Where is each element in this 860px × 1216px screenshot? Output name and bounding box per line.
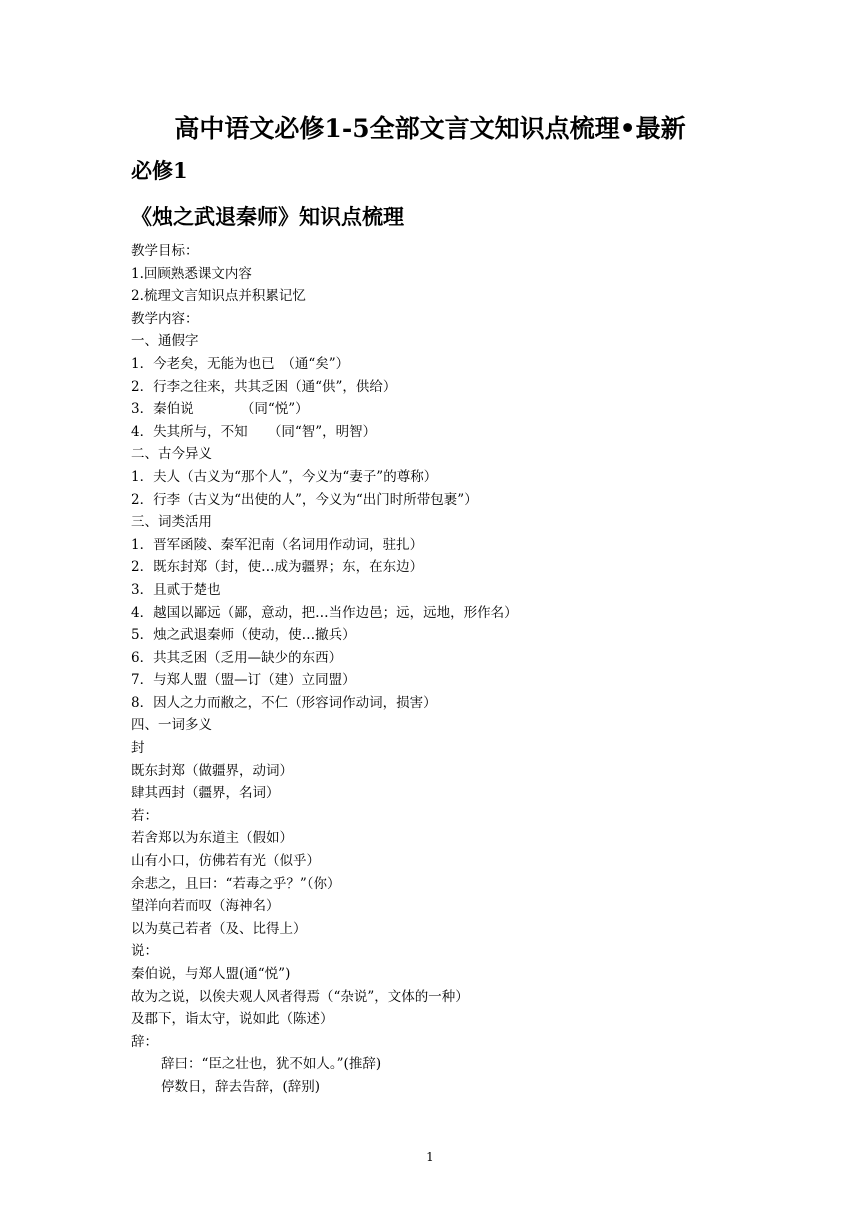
text-line: 故为之说，以俟夫观人风者得焉（“杂说”，文体的一种） [131, 988, 469, 1005]
text-line: 封 [131, 740, 145, 757]
text-line: 若舍郑以为东道主（假如） [131, 830, 293, 847]
text-line: 7．与郑人盟（盟—订（建）立同盟） [131, 672, 356, 689]
text-line: 停数日，辞去告辞，(辞别) [161, 1078, 321, 1095]
text-line: 秦伯说，与郑人盟(通“悦”) [131, 966, 291, 982]
text-line: 2．行李（古义为“出使的人”，今义为“出门时所带包裹”） [131, 491, 478, 508]
text-line: 余悲之，且曰：“若毒之乎？”（你） [131, 875, 341, 892]
text-line: 5．烛之武退秦师（使动，使…撤兵） [131, 627, 356, 644]
text-line: 2．行李之往来，共其乏困（通“供”，供给） [131, 378, 397, 395]
text-line: 四、一词多义 [131, 717, 212, 734]
text-line: 1.回顾熟悉课文内容 [131, 265, 252, 282]
text-line: 3．且贰于楚也 [131, 581, 221, 598]
text-line: 望洋向若而叹（海神名） [131, 898, 280, 915]
text-line: 山有小口，仿佛若有光（似乎） [131, 853, 320, 870]
text-line: 8．因人之力而敝之，不仁（形容词作动词，损害） [131, 694, 437, 711]
text-line: 教学内容： [131, 310, 199, 327]
text-line: 辞曰：“臣之壮也，犹不如人。”(推辞) [161, 1056, 382, 1073]
text-line: 1．晋军函陵、秦军汜南（名词用作动词，驻扎） [131, 536, 424, 553]
section-heading: 必修1 [131, 158, 188, 183]
text-line: 4．越国以鄙远（鄙，意动，把…当作边邑；远，远地，形作名） [131, 604, 518, 621]
text-line: 4．失其所与，不知 （同“智”，明智） [131, 423, 377, 440]
text-line: 1．今老矣，无能为也已 （通“矣”） [131, 355, 350, 372]
text-line: 三、词类活用 [131, 514, 212, 531]
subsection-heading: 《烛之武退秦师》知识点梳理 [131, 204, 404, 229]
text-line: 既东封郑（做疆界，动词） [131, 762, 293, 779]
page-number: 1 [426, 1150, 434, 1164]
text-line: 二、古今异义 [131, 446, 212, 463]
text-line: 一、通假字 [131, 333, 199, 350]
text-line: 教学目标： [131, 243, 199, 259]
text-line: 6．共其乏困（乏用—缺少的东西） [131, 649, 343, 666]
text-line: 若： [131, 807, 158, 824]
text-line: 说： [131, 943, 158, 960]
text-line: 肆其西封（疆界，名词） [131, 785, 280, 802]
body-text [131, 240, 771, 1099]
text-line: 辞： [131, 1033, 158, 1050]
text-line: 2．既东封郑（封，使…成为疆界；东，在东边） [131, 559, 424, 576]
text-line: 2.梳理文言知识点并积累记忆 [131, 288, 306, 305]
text-line: 1．夫人（古义为“那个人”，今义为“妻子”的尊称） [131, 468, 438, 485]
text-line: 3．秦伯说 （同“悦”） [131, 401, 309, 418]
text-line: 以为莫己若者（及、比得上） [131, 920, 307, 937]
text-line: 及郡下，诣太守，说如此（陈述） [131, 1011, 334, 1028]
document-title: 高中语文必修1-5全部文言文知识点梳理•最新 [174, 114, 686, 143]
